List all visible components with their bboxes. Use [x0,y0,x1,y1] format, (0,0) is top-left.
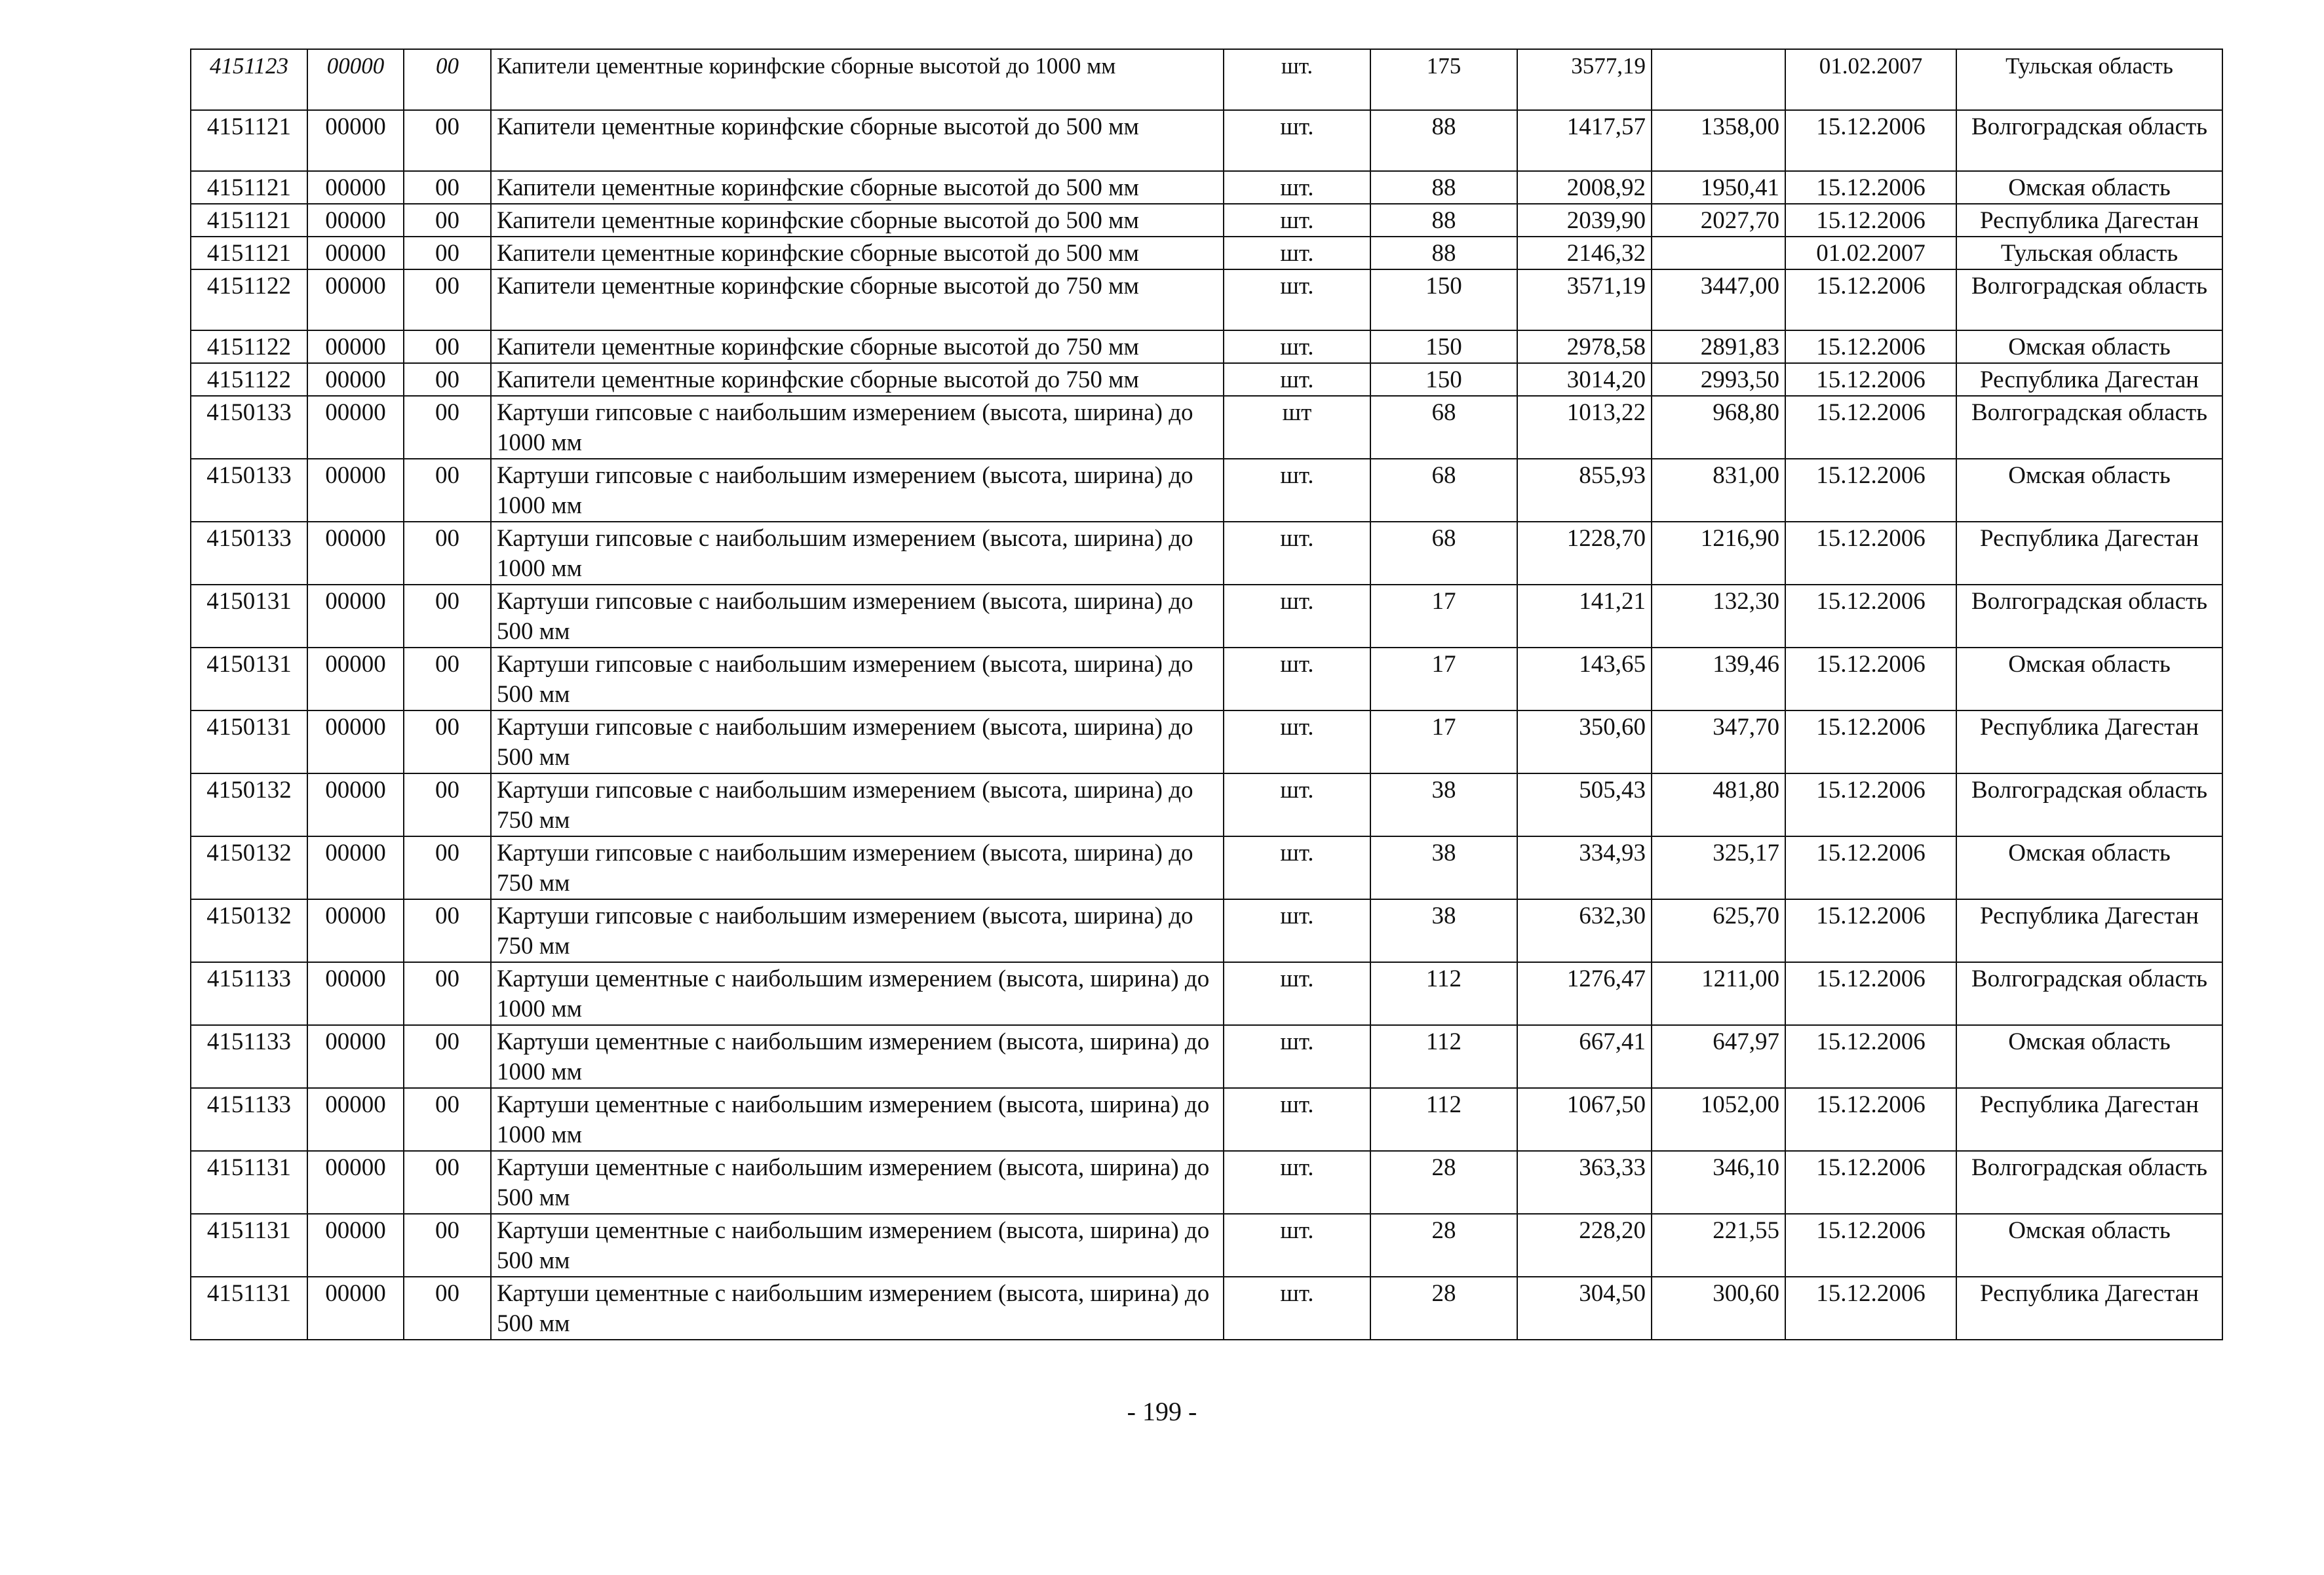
cell-item-name: Картуши гипсовые с наибольшим измерением (высота, ширина) до 1000 мм [491,522,1224,585]
cell-date: 01.02.2007 [1785,49,1956,110]
cell-item-name: Картуши цементные с наибольшим измерением (высота, ширина) до 500 мм [491,1277,1224,1340]
cell-unit: шт. [1224,1025,1370,1088]
cell-region: Тульская область [1956,49,2222,110]
cell-date: 15.12.2006 [1785,585,1956,648]
cell-region: Волгоградская область [1956,773,2222,836]
cell-item-name: Картуши цементные с наибольшим измерением (высота, ширина) до 1000 мм [491,1088,1224,1151]
cell-quantity: 88 [1370,110,1517,171]
cell-subcode: 00000 [307,1277,404,1340]
table-row [191,269,2222,330]
cell-unit: шт. [1224,204,1370,237]
cell-price: 855,93 [1517,459,1652,522]
cell-code: 4151122 [191,363,307,396]
cell-quantity: 88 [1370,171,1517,204]
cell-subcode: 00000 [307,237,404,269]
cell-code: 4150131 [191,710,307,773]
cell-quantity: 28 [1370,1277,1517,1340]
cell-unit: шт. [1224,363,1370,396]
table-row [191,49,2222,110]
cell-quantity: 28 [1370,1214,1517,1277]
cell-code: 4150133 [191,522,307,585]
table-row [191,171,2222,204]
table-row [191,330,2222,363]
cell-region: Республика Дагестан [1956,522,2222,585]
cell-price-2 [1652,237,1785,269]
cell-region: Республика Дагестан [1956,363,2222,396]
cell-subcode: 00000 [307,648,404,710]
cell-item-name: Картуши гипсовые с наибольшим измерением (высота, ширина) до 750 мм [491,773,1224,836]
cell-quantity: 88 [1370,204,1517,237]
cell-region: Омская область [1956,648,2222,710]
cell-code: 4151131 [191,1277,307,1340]
cell-code: 4150132 [191,836,307,899]
cell-code: 4151131 [191,1151,307,1214]
cell-price-2: 1358,00 [1652,110,1785,171]
cell-date: 15.12.2006 [1785,459,1956,522]
cell-price-2: 347,70 [1652,710,1785,773]
cell-region: Тульская область [1956,237,2222,269]
cell-date: 01.02.2007 [1785,237,1956,269]
cell-region: Омская область [1956,459,2222,522]
cell-item-name: Капители цементные коринфские сборные высотой до 750 мм [491,330,1224,363]
cell-price: 2978,58 [1517,330,1652,363]
cell-unit: шт. [1224,237,1370,269]
cell-date: 15.12.2006 [1785,962,1956,1025]
cell-date: 15.12.2006 [1785,710,1956,773]
cell-code: 4150132 [191,899,307,962]
cell-subcode: 00000 [307,962,404,1025]
cell-date: 15.12.2006 [1785,1088,1956,1151]
cell-subcode: 00000 [307,459,404,522]
cell-unit: шт. [1224,585,1370,648]
cell-item-name: Картуши гипсовые с наибольшим измерением (высота, ширина) до 500 мм [491,585,1224,648]
table-row [191,773,2222,836]
cell-item-name: Картуши гипсовые с наибольшим измерением (высота, ширина) до 1000 мм [491,459,1224,522]
cell-unit: шт. [1224,836,1370,899]
cell-subcode-2: 00 [404,1151,491,1214]
cell-item-name: Картуши цементные с наибольшим измерением (высота, ширина) до 500 мм [491,1151,1224,1214]
cell-subcode-2: 00 [404,330,491,363]
cell-quantity: 68 [1370,396,1517,459]
table-row [191,710,2222,773]
cell-subcode-2: 00 [404,710,491,773]
cell-item-name: Капители цементные коринфские сборные высотой до 500 мм [491,237,1224,269]
cell-date: 15.12.2006 [1785,836,1956,899]
cell-date: 15.12.2006 [1785,396,1956,459]
cell-code: 4151133 [191,1025,307,1088]
cell-item-name: Капители цементные коринфские сборные высотой до 750 мм [491,363,1224,396]
table-row [191,962,2222,1025]
cell-price: 3577,19 [1517,49,1652,110]
cell-code: 4151121 [191,110,307,171]
table-row [191,1151,2222,1214]
cell-unit: шт. [1224,269,1370,330]
cell-code: 4150133 [191,459,307,522]
cell-region: Омская область [1956,1025,2222,1088]
table-row [191,459,2222,522]
cell-subcode-2: 00 [404,171,491,204]
cell-code: 4150131 [191,585,307,648]
cell-quantity: 17 [1370,585,1517,648]
cell-quantity: 175 [1370,49,1517,110]
cell-subcode-2: 00 [404,204,491,237]
cell-code: 4150133 [191,396,307,459]
cell-date: 15.12.2006 [1785,204,1956,237]
cell-quantity: 112 [1370,1025,1517,1088]
cell-price-2: 625,70 [1652,899,1785,962]
cell-region: Волгоградская область [1956,110,2222,171]
cell-price-2: 1211,00 [1652,962,1785,1025]
cell-price-2: 2891,83 [1652,330,1785,363]
cell-unit: шт. [1224,49,1370,110]
cell-subcode: 00000 [307,1088,404,1151]
cell-code: 4151122 [191,269,307,330]
cell-item-name: Капители цементные коринфские сборные высотой до 750 мм [491,269,1224,330]
cell-subcode-2: 00 [404,773,491,836]
table-row [191,1214,2222,1277]
cell-subcode-2: 00 [404,237,491,269]
cell-quantity: 68 [1370,522,1517,585]
cell-subcode-2: 00 [404,899,491,962]
cell-region: Волгоградская область [1956,585,2222,648]
cell-item-name: Капители цементные коринфские сборные высотой до 500 мм [491,110,1224,171]
cell-region: Республика Дагестан [1956,204,2222,237]
page-number: - 199 - [1127,1397,1197,1426]
cell-date: 15.12.2006 [1785,899,1956,962]
cell-price: 228,20 [1517,1214,1652,1277]
cell-price-2: 3447,00 [1652,269,1785,330]
cell-item-name: Картуши цементные с наибольшим измерением (высота, ширина) до 500 мм [491,1214,1224,1277]
cell-item-name: Картуши цементные с наибольшим измерением (высота, ширина) до 1000 мм [491,962,1224,1025]
table-row [191,1088,2222,1151]
cell-unit: шт. [1224,171,1370,204]
table-row [191,648,2222,710]
cell-unit: шт [1224,396,1370,459]
table-row [191,836,2222,899]
table-body [191,49,2222,1340]
cell-subcode: 00000 [307,171,404,204]
cell-date: 15.12.2006 [1785,773,1956,836]
cell-region: Республика Дагестан [1956,1277,2222,1340]
cell-price-2: 831,00 [1652,459,1785,522]
cell-code: 4151122 [191,330,307,363]
cell-quantity: 68 [1370,459,1517,522]
cell-date: 15.12.2006 [1785,648,1956,710]
cell-subcode-2: 00 [404,49,491,110]
cell-code: 4151133 [191,1088,307,1151]
cell-price: 1067,50 [1517,1088,1652,1151]
cell-date: 15.12.2006 [1785,330,1956,363]
cell-subcode-2: 00 [404,522,491,585]
cell-quantity: 88 [1370,237,1517,269]
cell-subcode: 00000 [307,522,404,585]
cell-subcode: 00000 [307,396,404,459]
cell-price-2: 300,60 [1652,1277,1785,1340]
cell-region: Республика Дагестан [1956,1088,2222,1151]
cell-region: Омская область [1956,330,2222,363]
cell-date: 15.12.2006 [1785,1214,1956,1277]
cell-subcode: 00000 [307,330,404,363]
cell-price: 667,41 [1517,1025,1652,1088]
cell-subcode: 00000 [307,204,404,237]
cell-code: 4150132 [191,773,307,836]
table-row [191,204,2222,237]
cell-unit: шт. [1224,962,1370,1025]
cell-price: 2039,90 [1517,204,1652,237]
table-row [191,396,2222,459]
table-row [191,363,2222,396]
cell-region: Волгоградская область [1956,962,2222,1025]
cell-unit: шт. [1224,1277,1370,1340]
cell-subcode: 00000 [307,1214,404,1277]
cell-price-2: 647,97 [1652,1025,1785,1088]
cell-code: 4151133 [191,962,307,1025]
cell-price: 143,65 [1517,648,1652,710]
cell-region: Омская область [1956,836,2222,899]
cell-price: 2146,32 [1517,237,1652,269]
cell-quantity: 38 [1370,899,1517,962]
price-table [190,49,2223,1340]
cell-subcode-2: 00 [404,585,491,648]
cell-region: Омская область [1956,171,2222,204]
cell-code: 4151121 [191,204,307,237]
cell-quantity: 17 [1370,648,1517,710]
table-row [191,585,2222,648]
cell-price-2: 221,55 [1652,1214,1785,1277]
cell-price-2: 968,80 [1652,396,1785,459]
table-row [191,237,2222,269]
cell-quantity: 112 [1370,962,1517,1025]
cell-subcode: 00000 [307,836,404,899]
cell-price: 363,33 [1517,1151,1652,1214]
table-row [191,1025,2222,1088]
cell-subcode-2: 00 [404,363,491,396]
cell-region: Волгоградская область [1956,1151,2222,1214]
cell-subcode-2: 00 [404,836,491,899]
cell-price-2: 139,46 [1652,648,1785,710]
cell-item-name: Капители цементные коринфские сборные высотой до 500 мм [491,171,1224,204]
cell-item-name: Капители цементные коринфские сборные высотой до 500 мм [491,204,1224,237]
cell-date: 15.12.2006 [1785,1277,1956,1340]
cell-price: 350,60 [1517,710,1652,773]
cell-quantity: 17 [1370,710,1517,773]
cell-price: 2008,92 [1517,171,1652,204]
table-row [191,899,2222,962]
table-row [191,110,2222,171]
cell-code: 4151121 [191,237,307,269]
cell-quantity: 150 [1370,363,1517,396]
cell-item-name: Картуши гипсовые с наибольшим измерением (высота, ширина) до 750 мм [491,836,1224,899]
cell-price-2 [1652,49,1785,110]
cell-region: Омская область [1956,1214,2222,1277]
cell-subcode-2: 00 [404,396,491,459]
cell-subcode-2: 00 [404,648,491,710]
cell-code: 4151123 [191,49,307,110]
cell-subcode-2: 00 [404,110,491,171]
cell-unit: шт. [1224,1151,1370,1214]
cell-unit: шт. [1224,330,1370,363]
cell-unit: шт. [1224,899,1370,962]
cell-item-name: Картуши гипсовые с наибольшим измерением (высота, ширина) до 1000 мм [491,396,1224,459]
cell-region: Республика Дагестан [1956,710,2222,773]
cell-subcode: 00000 [307,49,404,110]
cell-price: 1417,57 [1517,110,1652,171]
cell-subcode-2: 00 [404,1277,491,1340]
cell-date: 15.12.2006 [1785,1025,1956,1088]
cell-item-name: Картуши гипсовые с наибольшим измерением (высота, ширина) до 750 мм [491,899,1224,962]
cell-unit: шт. [1224,1088,1370,1151]
cell-item-name: Картуши гипсовые с наибольшим измерением (высота, ширина) до 500 мм [491,648,1224,710]
cell-unit: шт. [1224,522,1370,585]
cell-subcode-2: 00 [404,1214,491,1277]
cell-quantity: 150 [1370,269,1517,330]
cell-subcode: 00000 [307,585,404,648]
cell-subcode-2: 00 [404,1088,491,1151]
cell-code: 4150131 [191,648,307,710]
table-row [191,522,2222,585]
cell-price: 1228,70 [1517,522,1652,585]
cell-quantity: 38 [1370,773,1517,836]
cell-price: 141,21 [1517,585,1652,648]
cell-date: 15.12.2006 [1785,522,1956,585]
cell-unit: шт. [1224,1214,1370,1277]
cell-region: Волгоградская область [1956,396,2222,459]
cell-subcode-2: 00 [404,1025,491,1088]
cell-price: 334,93 [1517,836,1652,899]
cell-subcode: 00000 [307,363,404,396]
cell-date: 15.12.2006 [1785,110,1956,171]
cell-subcode: 00000 [307,773,404,836]
cell-date: 15.12.2006 [1785,1151,1956,1214]
cell-unit: шт. [1224,710,1370,773]
cell-subcode: 00000 [307,269,404,330]
cell-region: Республика Дагестан [1956,899,2222,962]
cell-price-2: 2027,70 [1652,204,1785,237]
cell-price: 1276,47 [1517,962,1652,1025]
cell-subcode-2: 00 [404,269,491,330]
cell-subcode-2: 00 [404,962,491,1025]
cell-subcode: 00000 [307,1151,404,1214]
cell-price-2: 2993,50 [1652,363,1785,396]
table-row [191,1277,2222,1340]
cell-quantity: 150 [1370,330,1517,363]
cell-code: 4151121 [191,171,307,204]
cell-price-2: 1950,41 [1652,171,1785,204]
cell-price: 1013,22 [1517,396,1652,459]
cell-price-2: 325,17 [1652,836,1785,899]
cell-unit: шт. [1224,110,1370,171]
cell-price: 632,30 [1517,899,1652,962]
cell-subcode: 00000 [307,1025,404,1088]
cell-item-name: Картуши цементные с наибольшим измерением (высота, ширина) до 1000 мм [491,1025,1224,1088]
price-table-container [190,49,2222,1340]
cell-date: 15.12.2006 [1785,269,1956,330]
cell-price-2: 1216,90 [1652,522,1785,585]
cell-unit: шт. [1224,459,1370,522]
cell-price: 505,43 [1517,773,1652,836]
cell-price-2: 1052,00 [1652,1088,1785,1151]
cell-subcode: 00000 [307,710,404,773]
cell-price-2: 346,10 [1652,1151,1785,1214]
cell-quantity: 112 [1370,1088,1517,1151]
cell-subcode-2: 00 [404,459,491,522]
cell-subcode: 00000 [307,899,404,962]
cell-item-name: Картуши гипсовые с наибольшим измерением (высота, ширина) до 500 мм [491,710,1224,773]
cell-unit: шт. [1224,773,1370,836]
cell-price: 304,50 [1517,1277,1652,1340]
cell-quantity: 28 [1370,1151,1517,1214]
cell-item-name: Капители цементные коринфские сборные высотой до 1000 мм [491,49,1224,110]
cell-price-2: 132,30 [1652,585,1785,648]
cell-quantity: 38 [1370,836,1517,899]
cell-code: 4151131 [191,1214,307,1277]
cell-subcode: 00000 [307,110,404,171]
cell-price: 3571,19 [1517,269,1652,330]
cell-date: 15.12.2006 [1785,363,1956,396]
cell-region: Волгоградская область [1956,269,2222,330]
cell-price-2: 481,80 [1652,773,1785,836]
cell-date: 15.12.2006 [1785,171,1956,204]
cell-unit: шт. [1224,648,1370,710]
cell-price: 3014,20 [1517,363,1652,396]
